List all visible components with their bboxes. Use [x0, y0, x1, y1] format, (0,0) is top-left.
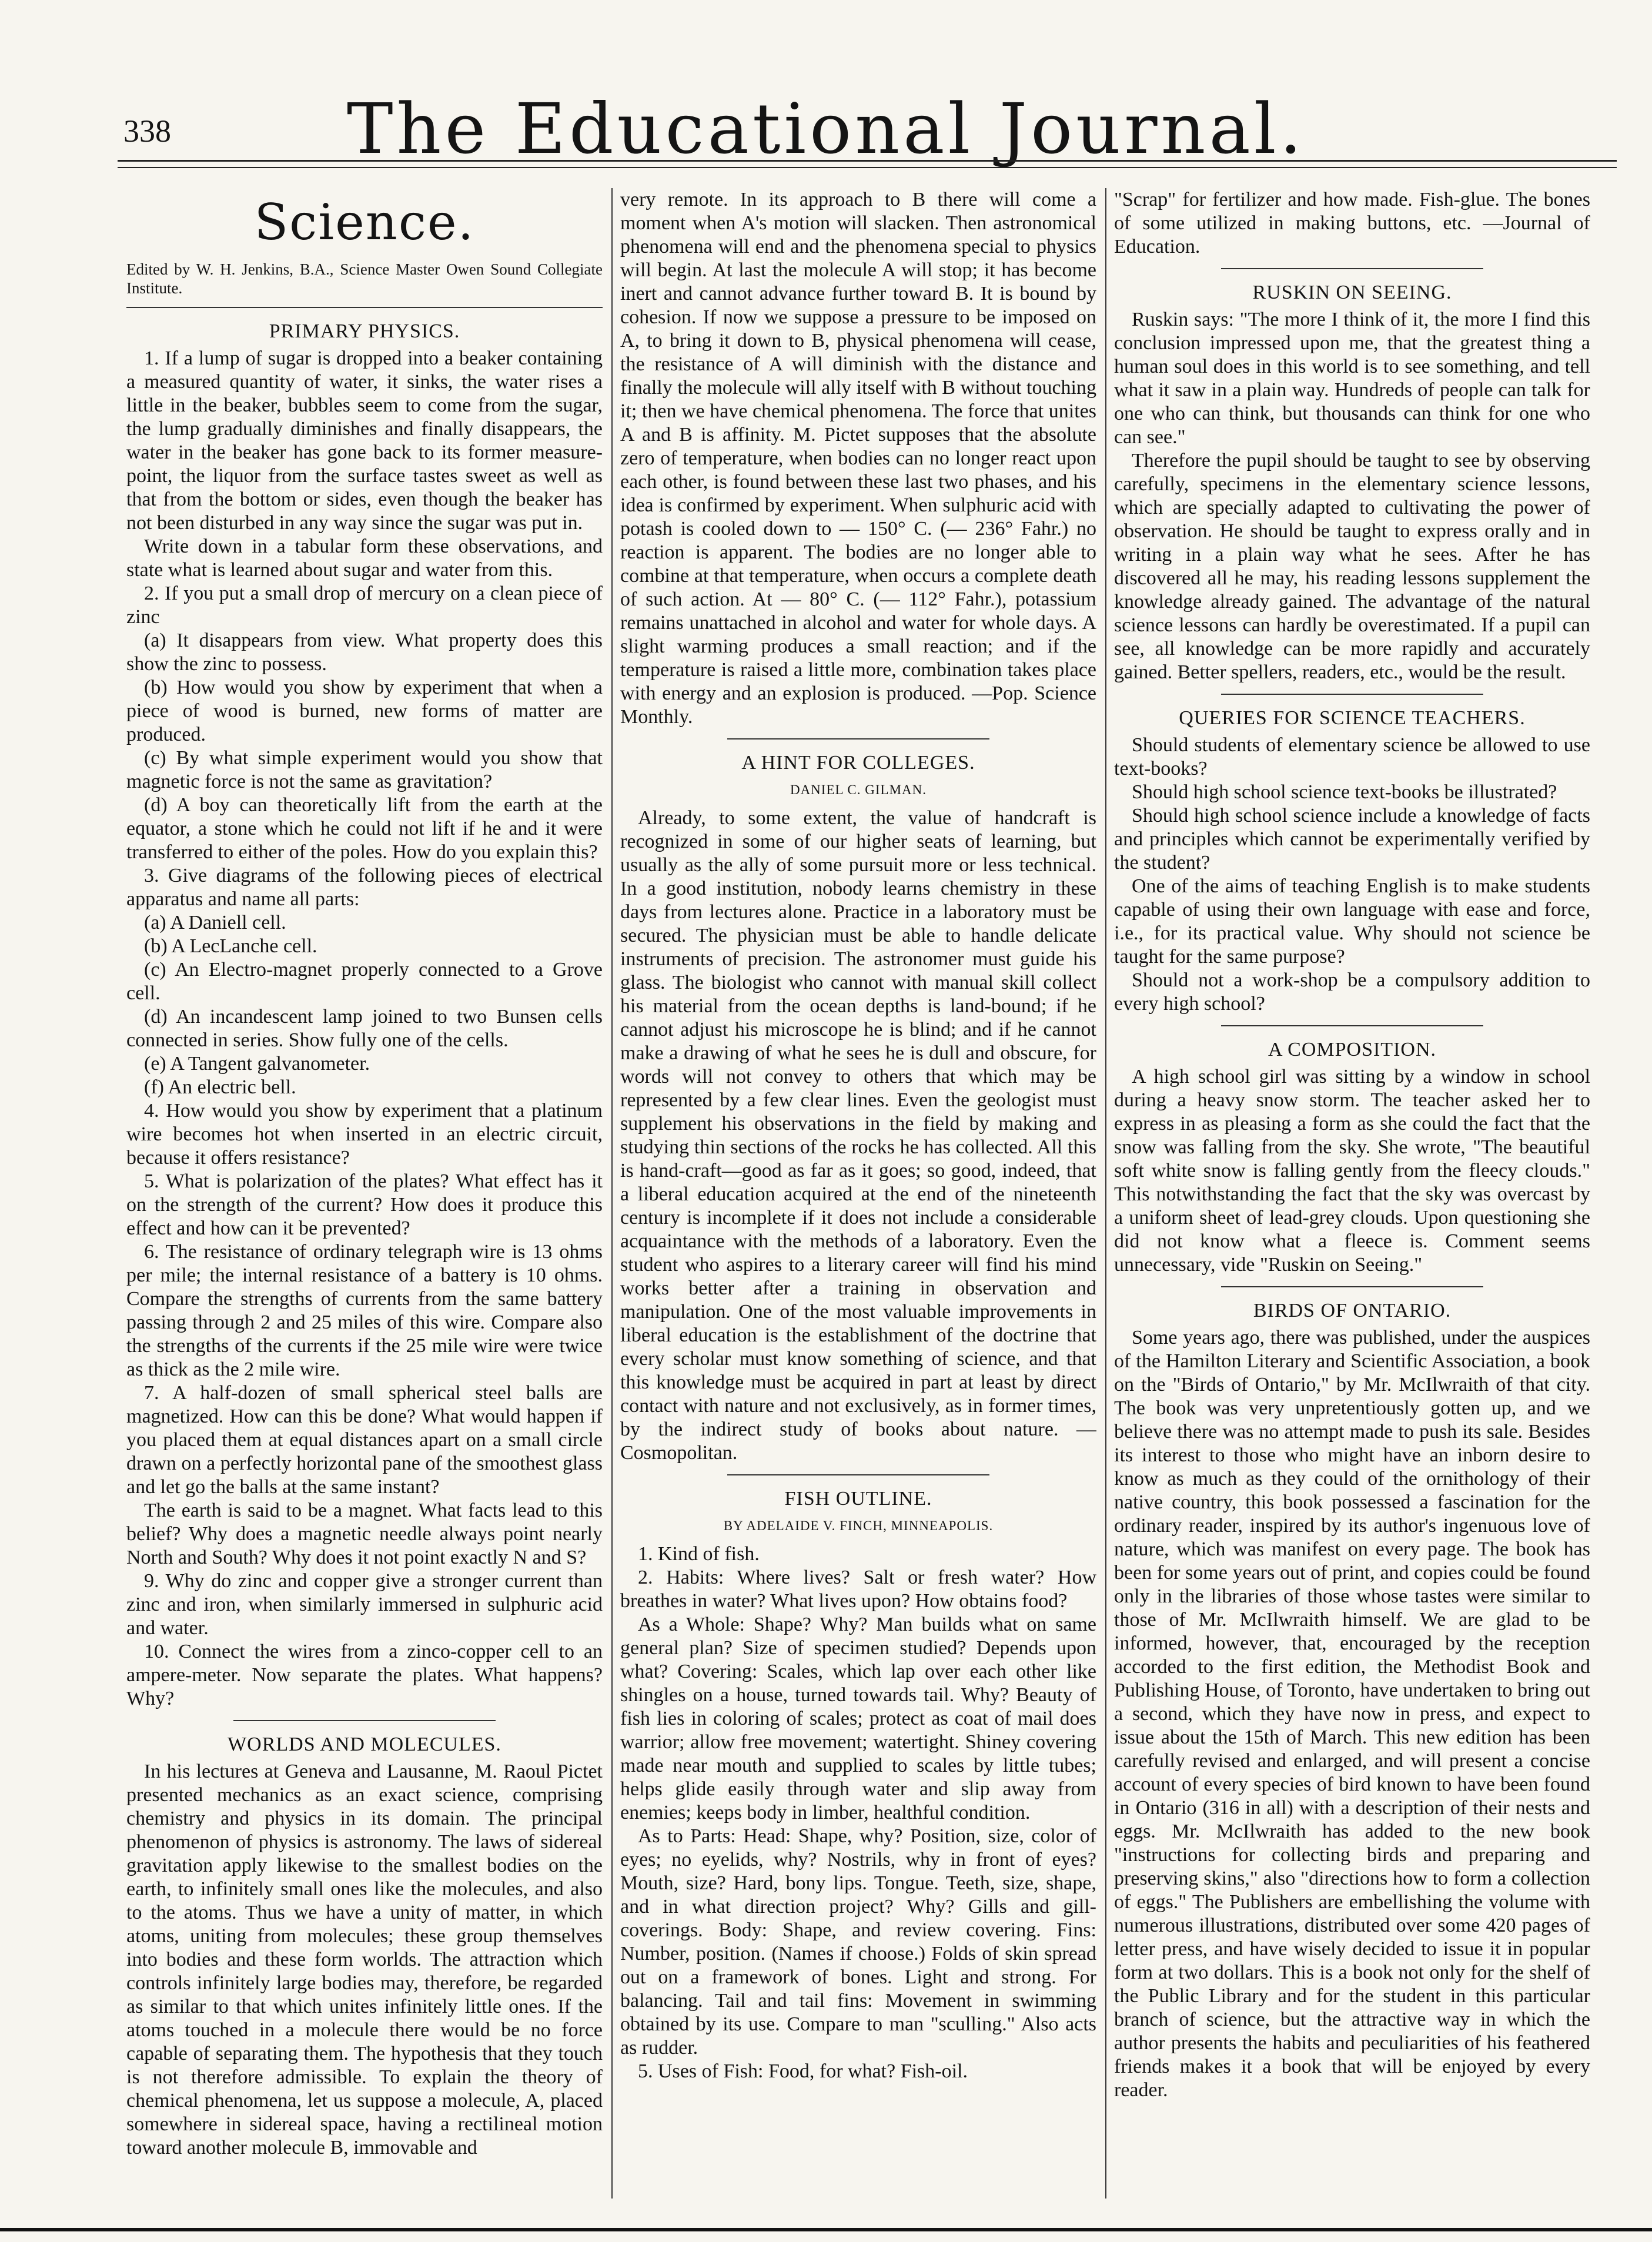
divider: [1221, 268, 1483, 269]
column-middle: [620, 188, 1096, 2199]
header-rule-thin: [118, 167, 1617, 168]
page-bottom-rule: [0, 2228, 1652, 2231]
paragraph: 2. Habits: Where lives? Salt or fresh water? How breathes in water? What lives upon? How obtains food?: [620, 1567, 1096, 1612]
journal-title: The Educational Journal.: [346, 88, 1306, 169]
byline: BY ADELAIDE V. FINCH, MINNEAPOLIS.: [723, 1518, 994, 1533]
paragraph: Write down in a tabular form these observations, and state what is learned about sugar and water from this.: [126, 536, 603, 581]
paragraph: 1. Kind of fish.: [638, 1543, 760, 1565]
paragraph: The earth is said to be a magnet. What facts lead to this belief? Why does a magnetic needle always point nearly North and South? Why does it not point exactly N and S?: [126, 1500, 603, 1568]
editor-credit: Edited by W. H. Jenkins, B.A., Science Master Owen Sound Collegiate Institute.: [126, 260, 603, 297]
article-heading: QUERIES FOR SCIENCE TEACHERS.: [1179, 707, 1526, 729]
divider: [1221, 1286, 1483, 1287]
paragraph: Should students of elementary science be allowed to use text-books?: [1114, 734, 1590, 779]
paragraph: 6. The resistance of ordinary telegraph wire is 13 ohms per mile; the internal resistance of a battery is 10 ohms. Compare the strengths of currents from the same battery passing through 2 and 25 miles of this wire. Compare also the strengths of the currents if the 25 mile wire were twice as thick as the 2 mile wire.: [126, 1241, 603, 1380]
paragraph: (a) A Daniell cell.: [144, 912, 286, 933]
paragraph: Should not a work-shop be a compulsory addition to every high school?: [1114, 969, 1590, 1015]
paragraph: 9. Why do zinc and copper give a stronger current than zinc and iron, when similarly immersed in sulphuric acid and water.: [126, 1570, 603, 1639]
paragraph: (c) An Electro-magnet properly connected to a Grove cell.: [126, 959, 603, 1004]
paragraph: One of the aims of teaching English is to make students capable of using their own language with ease and force, i.e., for its practical value. Why should not science be taught for the same purpose?: [1114, 875, 1590, 968]
paragraph: "Scrap" for fertilizer and how made. Fish-glue. The bones of some utilized in making buttons, etc. —Journal of Education.: [1114, 189, 1590, 257]
paragraph: In his lectures at Geneva and Lausanne, M. Raoul Pictet presented mechanics as an exact science, comprising chemistry and physics in its domain. The principal phenomenon of physics is astronomy. The laws of sidereal gravitation apply likewise to the smallest bodies on the earth, to infinitely small ones like the molecules, and also to the atoms. Thus we have a unity of matter, in which atoms, uniting from molecules; these group themselves into bodies and these form worlds. The attraction which controls infinitely large bodies may, therefore, be regarded as similar to that which unites infinitely little ones. If the atoms touched in a molecule there would be no force capable of separating them. The hypothesis that they touch is not therefore admissible. To explain the theory of chemical phenomena, let us suppose a molecule, A, placed somewhere in sidereal space, having a rectilineal motion toward another molecule B, immovable and: [126, 1761, 603, 2159]
paragraph: Should high school science include a knowledge of facts and principles which cannot be experimentally verified by the student?: [1114, 805, 1590, 874]
paragraph: A high school girl was sitting by a window in school during a heavy snow storm. The teacher asked her to express in as pleasing a form as she could the fact that the snow was falling from the sky. She wrote, "The beautiful soft white snow is falling gently from the fleecy clouds." This notwithstanding the fact that the sky was overcast by a uniform sheet of lead-grey clouds. Upon questioning she did not know what a fleece is. Comment seems unnecessary, vide "Ruskin on Seeing.": [1114, 1066, 1590, 1276]
paragraph: 2. If you put a small drop of mercury on a clean piece of zinc: [126, 583, 603, 628]
article-heading: FISH OUTLINE.: [784, 1488, 932, 1510]
paragraph: (e) A Tangent galvanometer.: [144, 1053, 370, 1075]
paragraph: (c) By what simple experiment would you show that magnetic force is not the same as gravitation?: [126, 747, 603, 792]
paragraph: Should high school science text-books be illustrated?: [1132, 781, 1557, 803]
divider: [727, 1474, 989, 1475]
page-number: 338: [123, 113, 171, 149]
paragraph: (d) A boy can theoretically lift from the earth at the equator, a stone which he could not lift if he and it were transferred to either of the poles. How do you explain this?: [126, 794, 603, 863]
article-heading: A COMPOSITION.: [1268, 1039, 1437, 1060]
paragraph: 5. What is polarization of the plates? What effect has it on the strength of the current? How does it produce this effect and how can it be prevented?: [126, 1170, 603, 1239]
paragraph: (a) It disappears from view. What property does this show the zinc to possess.: [126, 630, 603, 675]
article-heading: A HINT FOR COLLEGES.: [741, 752, 975, 774]
paragraph: 3. Give diagrams of the following pieces of electrical apparatus and name all parts:: [126, 865, 603, 910]
column-divider: [611, 188, 613, 2199]
paragraph: Ruskin says: "The more I think of it, the more I find this conclusion impressed upon me, that the greatest thing a human soul does in this world is to see something, and tell what it saw in a plain way. Hundreds of people can talk for one who can think, but thousands can think for one who can see.": [1114, 309, 1590, 448]
paragraph: (d) An incandescent lamp joined to two Bunsen cells connected in series. Show fully one of the cells.: [126, 1006, 603, 1051]
paragraph: Some years ago, there was published, under the auspices of the Hamilton Literary and Scientific Association, a book on the "Birds of Ontario," by Mr. McIlwraith of that city. The book was very unpretentiously gotten up, and we believe there was no attempt made to push its sale. Besides its interest to those who might have an inborn desire to know as much as they could of the ornithology of their native country, this book possessed a fascination for the ordinary reader, inspired by its author's ingenuous love of nature, which was manifest on every page. The book has been for some years out of print, and copies could be found only in the libraries of those whose tastes were similar to those of Mr. McIlwraith himself. We are glad to be informed, however, that, encouraged by the reception accorded to the first edition, the Methodist Book and Publishing House, of Toronto, have undertaken to bring out a second, which they have now in press, and expect to issue about the 15th of March. This new edition has been carefully revised and enlarged, and will present a concise account of every species of bird known to have been found in Ontario (316 in all) with a description of their nests and eggs. Mr. McIlwraith has added to the new book "instructions for collecting birds and preparing and preserving skins," also "directions how to form a collection of eggs." The Publishers are embellishing the volume with numerous illustrations, distributed over some 420 pages of letter press, and have wisely decided to issue it in popular form at two dollars. This is a book not only for the shelf of the Public Library and for the student in this particular branch of science, but the attractive way in which the author presents the habits and peculiarities of his feathered friends makes it a book that will be enjoyed by every reader.: [1114, 1327, 1590, 2101]
divider: [1221, 694, 1483, 695]
divider: [126, 307, 603, 308]
paragraph: 5. Uses of Fish: Food, for what? Fish-oil.: [638, 2060, 968, 2082]
paragraph: 1. If a lump of sugar is dropped into a beaker containing a measured quantity of water, it sinks, the water rises a little in the beaker, bubbles seem to come from the sugar, the lump gradually diminishes and finally disappears, the water in the beaker has gone back to its former measure-point, the liquor from the surface tastes sweet as well as that from the bottom or sides, even though the beaker has not been disturbed in any way since the sugar was put in.: [126, 347, 603, 534]
divider: [1221, 1025, 1483, 1026]
column-left: [126, 188, 603, 2199]
header-rule: [118, 160, 1617, 162]
paragraph: Already, to some extent, the value of handcraft is recognized in some of our higher seats of learning, but usually as the ally of some pursuit more or less technical. In a good institution, nobody learns chemistry in these days from lectures alone. Practice in a laboratory must be secured. The physician must be able to handle delicate instruments of precision. The astronomer must guide his glass. The biologist who cannot with manual skill collect his material from the ocean depths is land-bound; if he cannot adjust his microscope he is blind; and if he cannot make a drawing of what he sees he is dull and obscure, for words will not convey to others that which may be represented by a few clear lines. Even the geologist must supplement his observations in the field by making and studying thin sections of the rocks he has collected. All this is hand-craft—good as far as it goes; so good, indeed, that a liberal education acquired at the end of the nineteenth century is incomplete if it does not include a considerable acquaintance with the methods of a laboratory. Even the student who aspires to a literary career will find his mind works better after a training in observation and manipulation. One of the most valuable improvements in liberal education is the establishment of the doctrine that every scholar must know something of science, and that this knowledge must be acquired in part at least by direct contact with nature and not exclusively, as in former times, by the indirect study of books about nature. —Cosmopolitan.: [620, 807, 1096, 1464]
paragraph: Therefore the pupil should be taught to see by observing carefully, specimens in the elementary science lessons, which are specially adapted to cultivating the power of observation. He should be taught to express orally and in writing in a plain way what he sees. After he has discovered all he may, his reading lessons supplement the knowledge already gained. The advantage of the natural science lessons can hardly be overestimated. If a pupil can see, all knowledge can be more rapidly and accurately gained. Better spellers, readers, etc., would be the result.: [1114, 450, 1590, 683]
column-right: [1114, 188, 1590, 2199]
paragraph: 10. Connect the wires from a zinco-copper cell to an ampere-meter. Now separate the plates. What happens? Why?: [126, 1641, 603, 1709]
divider: [233, 1720, 496, 1721]
article-heading: WORLDS AND MOLECULES.: [228, 1734, 501, 1755]
divider: [727, 738, 989, 739]
paragraph: As to Parts: Head: Shape, why? Position, size, color of eyes; no eyelids, why? Nostrils, why in front of eyes? Mouth, size? Hard, bony lips. Tongue. Teeth, size, shape, and in what direction project? Why? Gills and gill-coverings. Body: Shape, and review covering. Fins: Number, position. (Names if choose.) Folds of skin spread out on a framework of bones. Light and strong. For balancing. Tail and tail fins: Movement in swimming obtained by its use. Compare to man "sculling." Also acts as rudder.: [620, 1825, 1096, 2059]
byline: DANIEL C. GILMAN.: [790, 782, 927, 797]
paragraph: 7. A half-dozen of small spherical steel balls are magnetized. How can this be done? What would happen if you placed them at equal distances apart on a small circle drawn on a perfectly horizontal pane of the smoothest glass and let go the balls at the same instant?: [126, 1382, 603, 1498]
section-title: Science.: [254, 193, 475, 251]
paragraph: very remote. In its approach to B there will come a moment when A's motion will slacken. Then astronomical phenomena will end and the phenomena special to physics will begin. At last the molecule A will stop; it has become inert and cannot advance further toward B. It is bound by cohesion. If now we suppose a pressure to be imposed on A, to bring it down to B, physical phenomena will cease, the resistance of A will diminish with the distance and finally the molecule will ally itself with B without touching it; then we have chemical phenomena. The force that unites A and B is affinity. M. Pictet supposes that the absolute zero of temperature, when bodies can no longer react upon each other, is found between these last two phases, and his idea is confirmed by experiment. When sulphuric acid with potash is cooled down to — 150° C. (— 236° Fahr.) no reaction is apparent. The bodies are no longer able to combine at that temperature, when occurs a complete death of such action. At — 80° C. (— 112° Fahr.), potassium remains unattached in alcohol and water for whole days. A slight warming produces a small reaction; and if the temperature is raised a little more, combination takes place with energy and an explosion is produced. —Pop. Science Monthly.: [620, 189, 1096, 728]
article-heading: BIRDS OF ONTARIO.: [1253, 1300, 1452, 1321]
paragraph: 4. How would you show by experiment that a platinum wire becomes hot when inserted in an electric circuit, because it offers resistance?: [126, 1100, 603, 1169]
article-heading: RUSKIN ON SEEING.: [1252, 282, 1452, 303]
column-divider: [1105, 188, 1106, 2199]
paragraph: As a Whole: Shape? Why? Man builds what on same general plan? Size of specimen studied? Depends upon what? Covering: Scales, which lap over each other like shingles on a house, turned towards tail. Why? Beauty of fish lies in coloring of scales; protect as coat of mail does warrior; allow free movement; watertight. Shiney covering made near mouth and supplied to scales by little tubes; helps glide easily through water and slip away from enemies; keeps body in limber, healthful condition.: [620, 1614, 1096, 1823]
article-heading: PRIMARY PHYSICS.: [269, 320, 460, 342]
paragraph: (b) How would you show by experiment that when a piece of wood is burned, new forms of matter are produced.: [126, 677, 603, 745]
paragraph: (b) A LecLanche cell.: [144, 935, 317, 957]
paragraph: (f) An electric bell.: [144, 1076, 296, 1098]
